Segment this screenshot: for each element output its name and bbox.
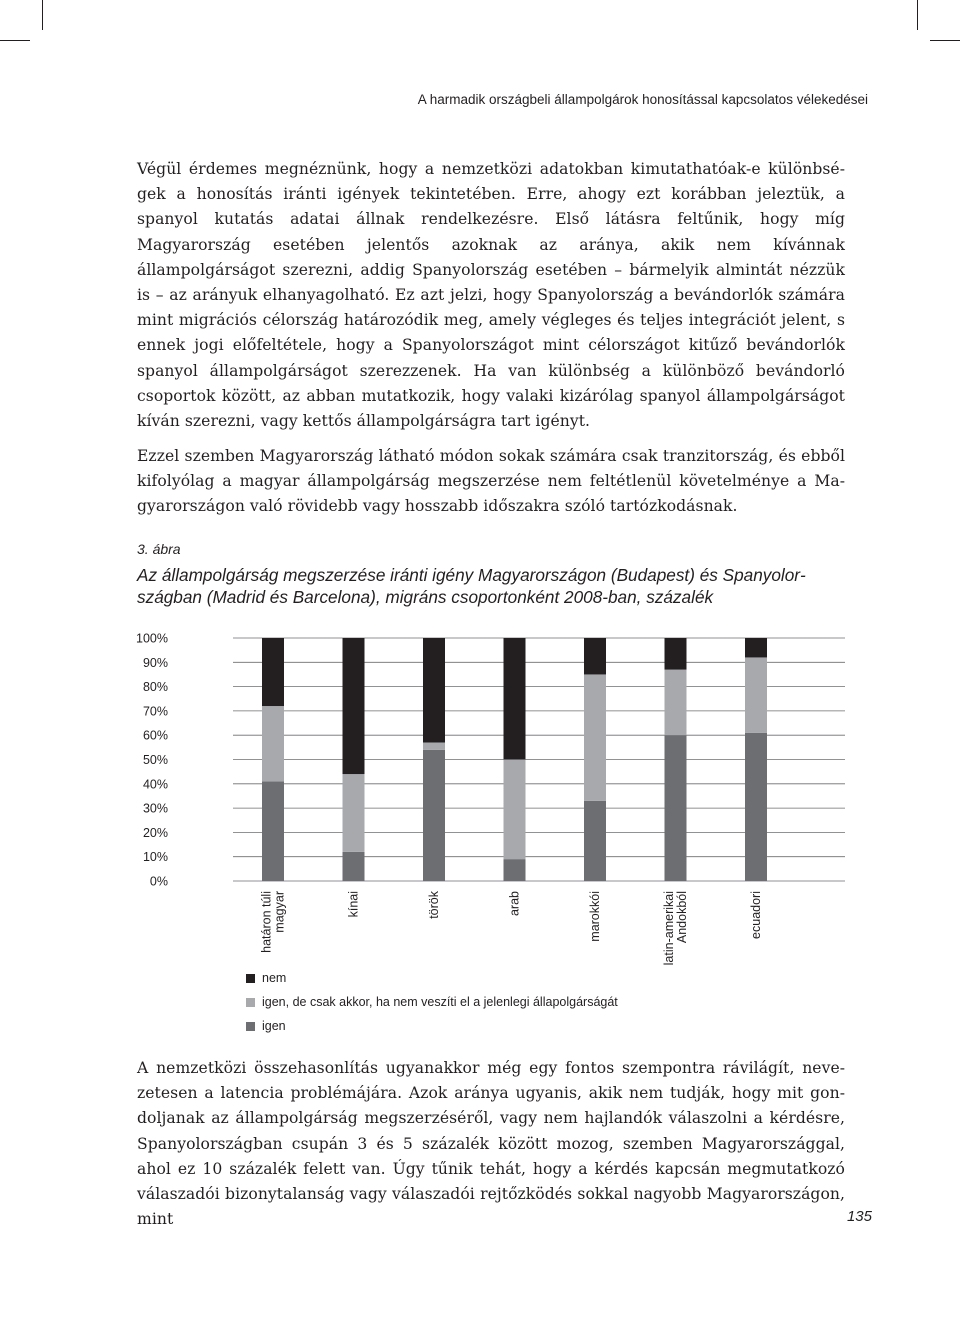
x-tick-label: Andokból <box>675 891 689 944</box>
bar-segment <box>343 852 365 881</box>
bar-segment <box>423 638 445 742</box>
bar-segment <box>423 750 445 881</box>
y-tick-label: 50% <box>142 753 168 767</box>
bar-segment <box>584 638 606 674</box>
x-tick-label: kínai <box>346 891 361 918</box>
paragraph: Végül érdemes megnéznünk, hogy a nemzetközi adatokban kimutathatóak-e különbségek a honosítás iránti igények tekintetében. Erre, ahogy ezt korábban jeleztük, a spanyol kutatás adatai állnak rendelkezésre. Első látásra feltűnik, hogy míg Magyarország esetében jelentős azoknak az aránya, akik nem kívánnak állampolgárságot szerezni, addig Spanyolország esetében – bármelyik almintát nézzük is – az arányuk elhanyagolható. Ez azt jelzi, hogy Spanyolország a bevándorlók számára mint migrációs célország határozódik meg, amely végleges és teljes integrációt jelent, s ennek jogi előfeltétele, hogy a Spanyolországot mint célországot kitűző bevándorlók spanyol állampolgárságot szerezzenek. Ha van különbség a különböző bevándorló csoportok között, az abban mutatkozik, hogy valaki kizárólag spanyol állampolgárságot kíván szerezni, vagy kettős állampolgárságra tart igényt. <box>137 160 845 431</box>
y-tick-label: 40% <box>142 777 168 792</box>
bar-segment <box>584 674 606 800</box>
bar-segment <box>343 638 365 774</box>
bar-segment <box>504 859 526 881</box>
bar-segment <box>262 706 284 781</box>
y-tick-label: 100% <box>136 631 168 646</box>
y-tick-label: 80% <box>142 680 168 695</box>
y-tick-label: 90% <box>142 655 168 670</box>
bar-segment <box>745 733 767 881</box>
bar-segment <box>745 657 767 732</box>
y-tick-label: 20% <box>142 825 168 840</box>
legend-swatch <box>246 1022 255 1031</box>
x-tick-label: ecuadori <box>749 891 763 939</box>
figure-title: Az állampolgárság megszerzése iránti igény Magyarországon (Budapest) és Spanyolországban (Madrid és Barcelona), migráns csoportonként 2008-ban, százalék <box>137 565 806 607</box>
x-tick-label: marokkói <box>588 891 602 942</box>
x-tick-label: arab <box>507 891 522 917</box>
x-tick-label: magyar <box>272 891 287 933</box>
bar-segment <box>584 801 606 881</box>
x-tick-label: határon túli <box>259 891 274 953</box>
y-tick-label: 70% <box>142 704 168 719</box>
figure-number: 3. ábra <box>137 541 181 557</box>
bar-segment <box>504 760 526 860</box>
page-number: 135 <box>846 1208 872 1225</box>
paragraph: Ezzel szemben Magyarország látható módon sokak számára csak tranzitország, és ebből kifolyólag a magyar állampolgárság megszerzése nem feltétlenül követelménye a Magyarországon való rövidebb vagy hosszabb időszakra szóló tartózkodásnak. <box>137 447 845 516</box>
bar-segment <box>262 781 284 881</box>
x-tick-label: török <box>427 891 441 919</box>
y-tick-label: 0% <box>149 874 168 889</box>
bar-segment <box>745 638 767 657</box>
bar-segment <box>423 742 445 749</box>
legend-item-nem <box>246 970 286 986</box>
y-tick-label: 30% <box>142 801 168 816</box>
running-head: A harmadik országbeli állampolgárok honosítással kapcsolatos vélekedései <box>417 92 868 107</box>
bar-segment <box>504 638 526 760</box>
bar-segment <box>665 638 687 670</box>
y-tick-label: 60% <box>142 728 168 743</box>
legend-label: igen, de csak akkor, ha nem veszíti el a jelenlegi állapolgárságát <box>262 995 618 1009</box>
bar-segment <box>665 735 687 881</box>
paragraph: A nemzetközi összehasonlítás ugyanakkor még egy fontos szempontra rávilágít, nevezetesen a latencia problémájára. Azok aránya ugyanis, akik nem tudják, hogy mit gondoljanak az állampolgárság megszerzéséről, vagy nem hajlandók válaszolni a kérdésre, Spanyolországban csupán 3 és 5 százalék között mozog, szemben Magyarországgal, ahol ez 10 százalék felett van. Úgy tűnik tehát, hogy a kérdés kapcsán megmutatkozó válaszadói bizonytalanság vagy válaszadói rejtőzködés sokkal nagyobb Magyarországon, mint <box>137 1059 845 1229</box>
legend-label: igen <box>262 1019 286 1033</box>
legend-swatch <box>246 998 255 1007</box>
legend-swatch <box>246 974 255 983</box>
legend-item-igen-de <box>246 994 618 1010</box>
y-tick-label: 10% <box>142 850 168 865</box>
bar-segment <box>262 638 284 706</box>
x-tick-label: latin-amerikai <box>662 891 676 966</box>
bar-segment <box>665 670 687 736</box>
legend-item-igen <box>246 1018 286 1034</box>
bar-segment <box>343 774 365 852</box>
legend-label: nem <box>262 971 287 985</box>
